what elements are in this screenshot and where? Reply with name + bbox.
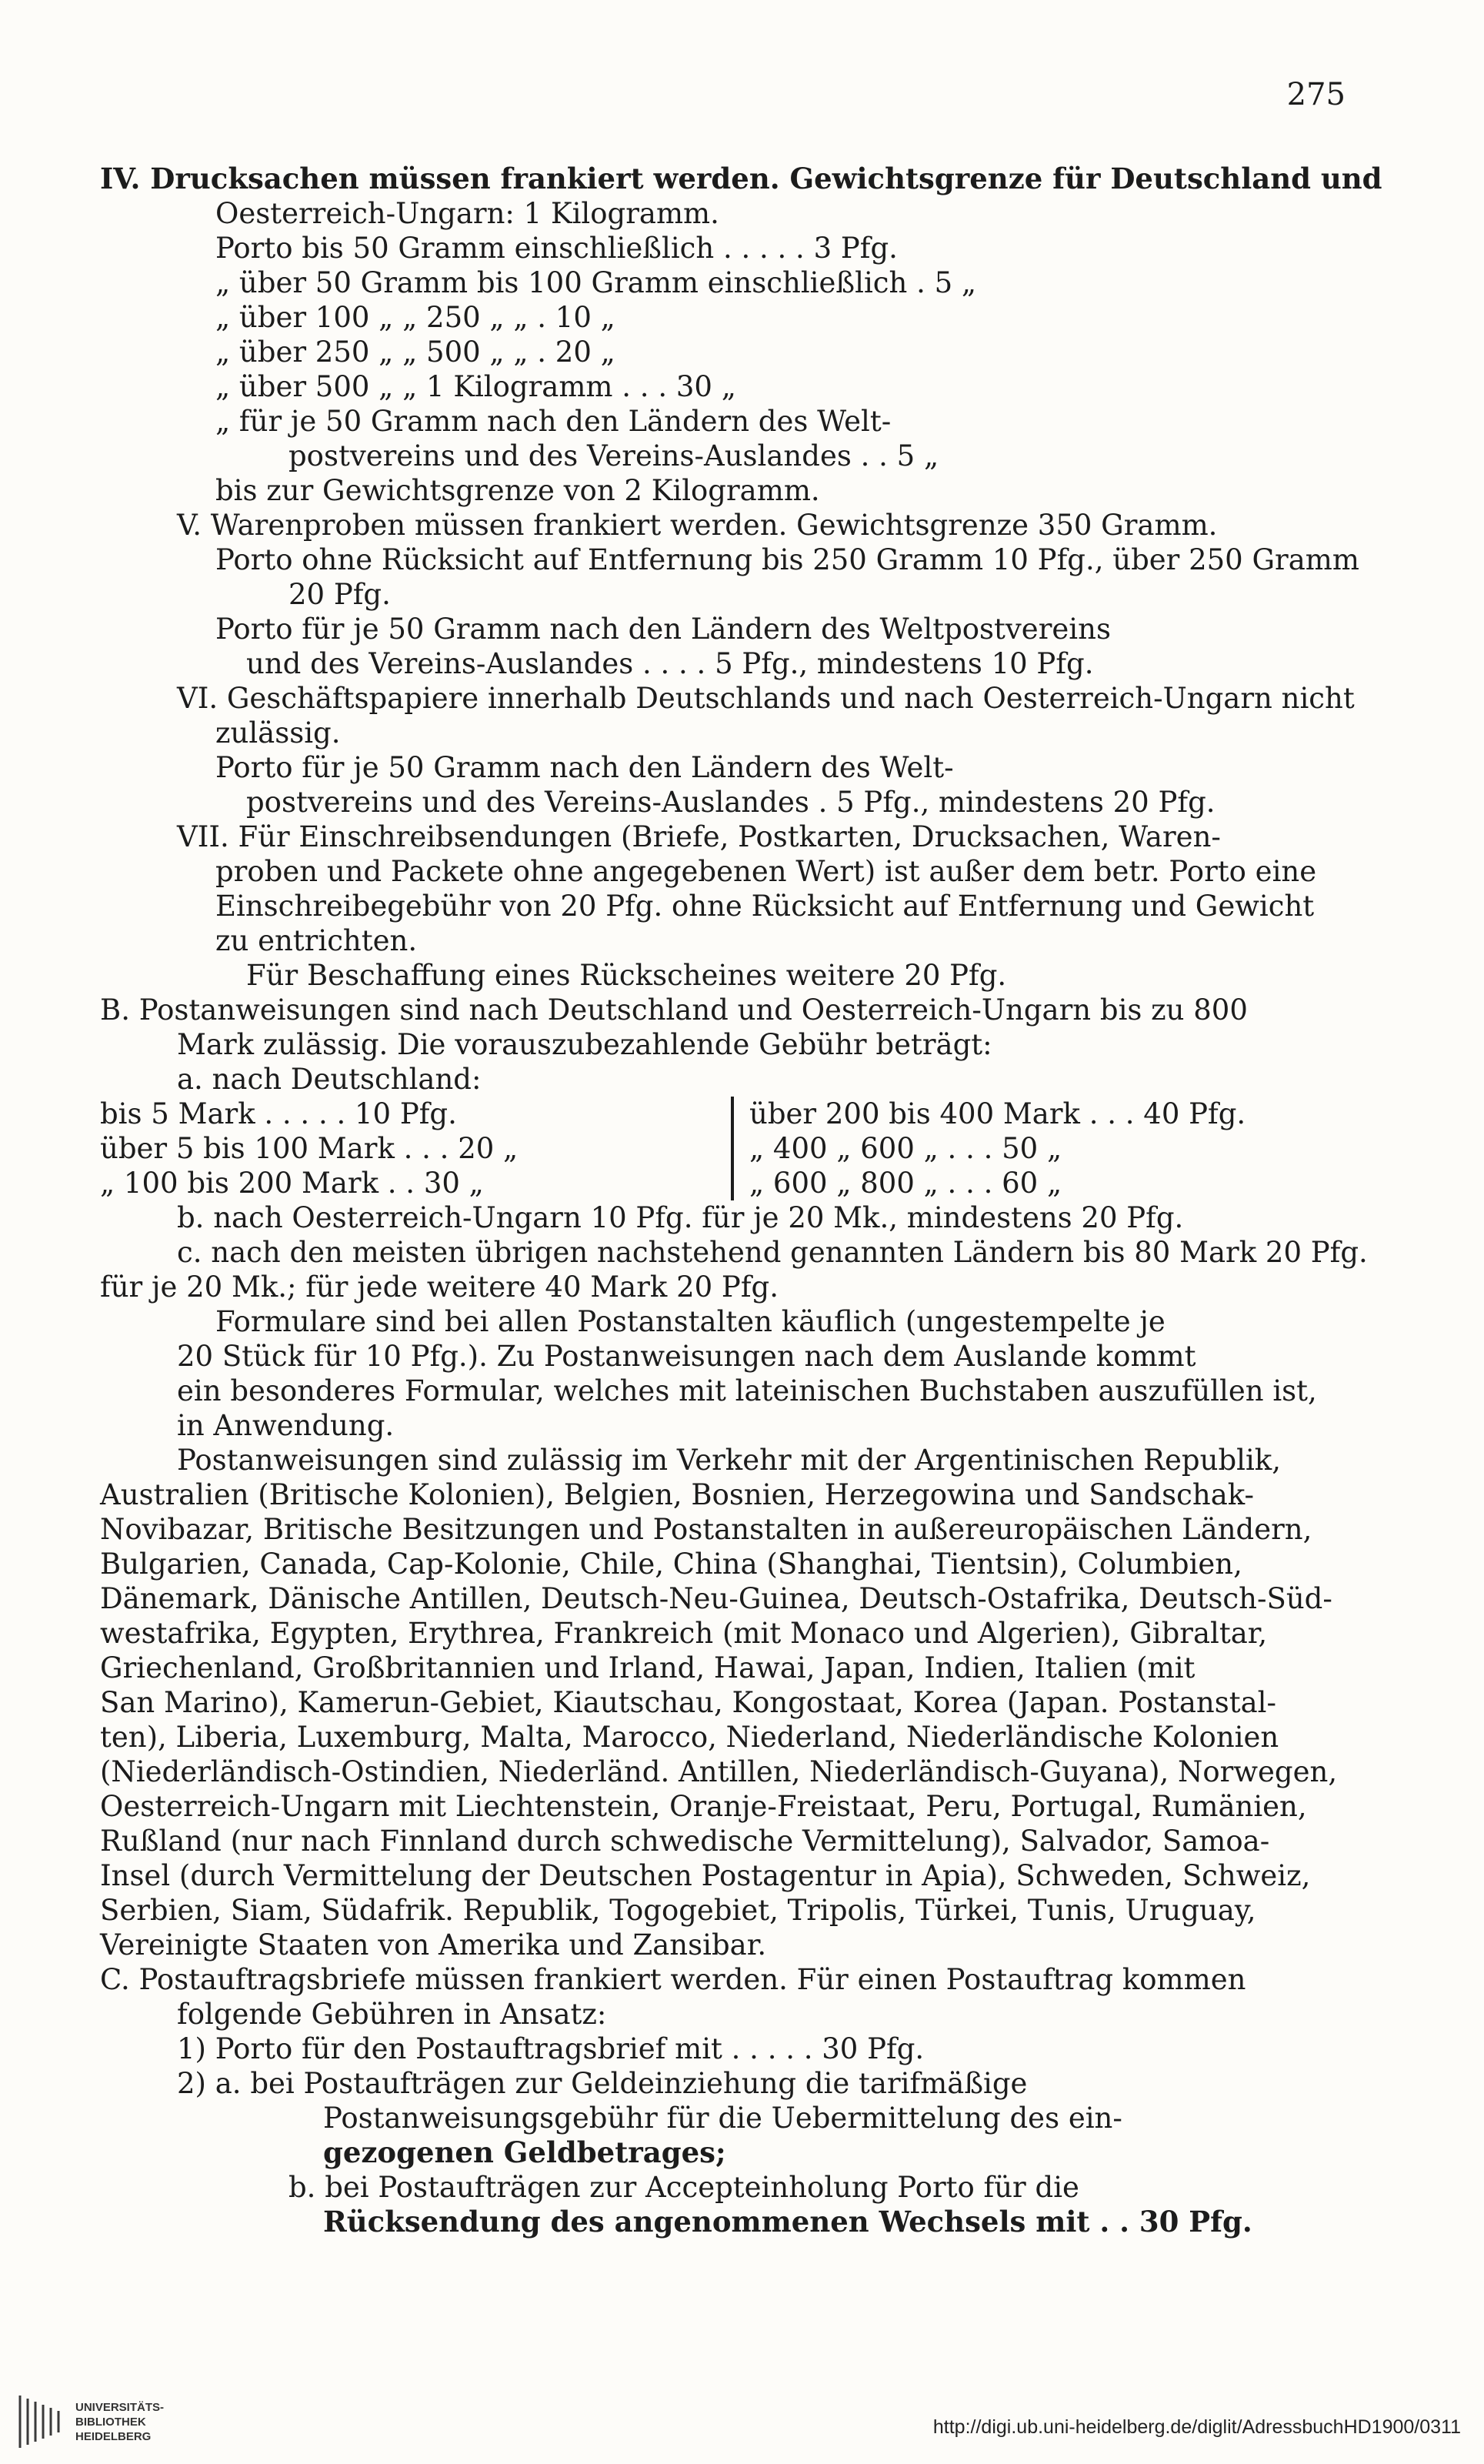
- text-line: bis zur Gewichtsgrenze von 2 Kilogramm.: [215, 474, 820, 507]
- text-line: c. nach den meisten übrigen nachstehend genannten Ländern bis 80 Mark 20 Pfg.: [177, 1236, 1368, 1269]
- section-text-2: [100, 1200, 1368, 2239]
- text-line: Postanweisungen sind zulässig im Verkehr mit der Argentinischen Republik,: [177, 1444, 1281, 1477]
- text-line: zu entrichten.: [215, 924, 418, 957]
- text-line: (Niederländisch-Ostindien, Niederländ. Antillen, Niederländisch-Guyana), Norwegen,: [100, 1755, 1338, 1788]
- text-line: für je 20 Mk.; für jede weitere 40 Mark 20 Pfg.: [100, 1270, 779, 1304]
- text-line: Porto ohne Rücksicht auf Entfernung bis 250 Gramm 10 Pfg., über 250 Gramm: [215, 543, 1359, 576]
- column-divider: [731, 1166, 734, 1200]
- text-line: Für Beschaffung eines Rückscheines weitere 20 Pfg.: [246, 959, 1007, 992]
- text-line: zulässig.: [215, 716, 341, 750]
- text-line: Insel (durch Vermittelung der Deutschen Postagentur in Apia), Schweden, Schweiz,: [100, 1859, 1311, 1892]
- text-line: Serbien, Siam, Südafrik. Republik, Togogebiet, Tripolis, Türkei, Tunis, Uruguay,: [100, 1894, 1256, 1927]
- fee-right-cell: über 200 bis 400 Mark . . . 40 Pfg.: [749, 1097, 1246, 1130]
- logo-line: HEIDELBERG: [75, 2430, 152, 2443]
- text-line: Bulgarien, Canada, Cap-Kolonie, Chile, China (Shanghai, Tientsin), Columbien,: [100, 1548, 1242, 1581]
- page-number: 275: [1286, 77, 1346, 112]
- page-body: [100, 162, 1382, 2239]
- text-line: Oesterreich-Ungarn: 1 Kilogramm.: [215, 197, 719, 230]
- text-line: San Marino), Kamerun-Gebiet, Kiautschau, Kongostaat, Korea (Japan. Postanstal-: [100, 1686, 1276, 1719]
- text-line: postvereins und des Vereins-Auslandes . 5 Pfg., mindestens 20 Pfg.: [246, 786, 1216, 819]
- text-line: IV. Drucksachen müssen frankiert werden. Gewichtsgrenze für Deutschland und: [100, 162, 1382, 195]
- text-line: in Anwendung.: [177, 1409, 395, 1442]
- fee-table-row: [100, 1131, 1339, 1166]
- text-line: VI. Geschäftspapiere innerhalb Deutschlands und nach Oesterreich-Ungarn nicht: [177, 682, 1355, 715]
- source-url[interactable]: http://digi.ub.uni-heidelberg.de/diglit/AdressbuchHD1900/0311: [932, 2416, 1461, 2438]
- text-line: Griechenland, Großbritannien und Irland, Hawai, Japan, Indien, Italien (mit: [100, 1651, 1196, 1684]
- logo-line: BIBLIOTHEK: [75, 2416, 146, 2429]
- text-line: proben und Packete ohne angegebenen Wert) ist außer dem betr. Porto eine: [215, 855, 1317, 888]
- library-logo: [15, 2391, 169, 2452]
- text-line: Porto bis 50 Gramm einschließlich . . . . . 3 Pfg.: [215, 232, 898, 265]
- text-line: gezogenen Geldbetrages;: [323, 2135, 726, 2169]
- text-line: westafrika, Egypten, Erythrea, Frankreich (mit Monaco und Algerien), Gibraltar,: [100, 1617, 1268, 1650]
- text-line: B. Postanweisungen sind nach Deutschland und Oesterreich-Ungarn bis zu 800: [100, 993, 1248, 1027]
- text-line: Mark zulässig. Die vorauszubezahlende Gebühr beträgt:: [177, 1028, 992, 1061]
- text-line: Porto für je 50 Gramm nach den Ländern des Weltpostvereins: [215, 613, 1111, 646]
- text-line: ein besonderes Formular, welches mit lateinischen Buchstaben auszufüllen ist,: [177, 1374, 1317, 1407]
- text-line: „ über 500 „ „ 1 Kilogramm . . . 30 „: [215, 370, 736, 403]
- column-divider: [731, 1131, 734, 1166]
- fee-table-row: [100, 1166, 1339, 1200]
- fee-table: [100, 1097, 1339, 1200]
- text-line: Einschreibegebühr von 20 Pfg. ohne Rücksicht auf Entfernung und Gewicht: [215, 890, 1315, 923]
- text-line: „ über 250 „ „ 500 „ „ . 20 „: [215, 336, 615, 369]
- library-logo-text: [75, 2400, 164, 2444]
- fee-left-cell: „ 100 bis 200 Mark . . 30 „: [100, 1167, 484, 1200]
- text-line: b. nach Oesterreich-Ungarn 10 Pfg. für je 20 Mk., mindestens 20 Pfg.: [177, 1201, 1184, 1234]
- text-line: Rußland (nur nach Finnland durch schwedische Vermittelung), Salvador, Samoa-: [100, 1825, 1270, 1858]
- text-line: ten), Liberia, Luxemburg, Malta, Marocco, Niederland, Niederländische Kolonien: [100, 1721, 1279, 1754]
- fee-left-cell: über 5 bis 100 Mark . . . 20 „: [100, 1132, 519, 1165]
- text-line: Novibazar, Britische Besitzungen und Postanstalten in außereuropäischen Ländern,: [100, 1513, 1312, 1546]
- column-divider: [731, 1097, 734, 1131]
- text-line: VII. Für Einschreibsendungen (Briefe, Postkarten, Drucksachen, Waren-: [177, 820, 1221, 853]
- text-line: und des Vereins-Auslandes . . . . 5 Pfg., mindestens 10 Pfg.: [246, 647, 1094, 680]
- text-line: C. Postauftragsbriefe müssen frankiert werden. Für einen Postauftrag kommen: [100, 1963, 1246, 1996]
- text-line: 20 Pfg.: [288, 578, 391, 611]
- text-line: Porto für je 50 Gramm nach den Ländern des Welt-: [215, 751, 954, 784]
- text-line: Dänemark, Dänische Antillen, Deutsch-Neu-Guinea, Deutsch-Ostafrika, Deutsch-Süd-: [100, 1582, 1332, 1615]
- fee-table-row: [100, 1097, 1339, 1131]
- text-line: 20 Stück für 10 Pfg.). Zu Postanweisungen nach dem Auslande kommt: [177, 1340, 1196, 1373]
- text-line: b. bei Postaufträgen zur Accepteinholung Porto für die: [288, 2171, 1079, 2204]
- fee-right-cell: „ 600 „ 800 „ . . . 60 „: [749, 1167, 1062, 1200]
- text-line: „ über 100 „ „ 250 „ „ . 10 „: [215, 301, 615, 334]
- text-line: Vereinigte Staaten von Amerika und Zansibar.: [100, 1928, 767, 1962]
- text-line: postvereins und des Vereins-Auslandes . . 5 „: [288, 439, 939, 472]
- text-line: a. nach Deutschland:: [177, 1063, 482, 1096]
- section-text-1: [100, 162, 1382, 1097]
- text-line: 1) Porto für den Postauftragsbrief mit . . . . . 30 Pfg.: [177, 2032, 925, 2065]
- logo-line: UNIVERSITÄTS-: [75, 2401, 165, 2414]
- text-line: Postanweisungsgebühr für die Uebermittelung des ein-: [323, 2102, 1122, 2135]
- text-line: „ für je 50 Gramm nach den Ländern des Welt-: [215, 405, 892, 438]
- text-line: V. Warenproben müssen frankiert werden. Gewichtsgrenze 350 Gramm.: [177, 509, 1218, 542]
- text-line: Rücksendung des angenommenen Wechsels mit . . 30 Pfg.: [323, 2205, 1252, 2239]
- text-line: Oesterreich-Ungarn mit Liechtenstein, Oranje-Freistaat, Peru, Portugal, Rumänien,: [100, 1790, 1307, 1823]
- text-line: 2) a. bei Postaufträgen zur Geldeinziehung die tarifmäßige: [177, 2067, 1028, 2100]
- library-logo-icon: [15, 2391, 66, 2452]
- text-line: Formulare sind bei allen Postanstalten käuflich (ungestempelte je: [215, 1305, 1166, 1338]
- text-line: „ über 50 Gramm bis 100 Gramm einschließlich . 5 „: [215, 266, 977, 299]
- footer: [0, 2372, 1484, 2464]
- text-line: Australien (Britische Kolonien), Belgien, Bosnien, Herzegowina und Sandschak-: [100, 1478, 1255, 1511]
- fee-right-cell: „ 400 „ 600 „ . . . 50 „: [749, 1132, 1062, 1165]
- text-line: folgende Gebühren in Ansatz:: [177, 1998, 607, 2031]
- fee-left-cell: bis 5 Mark . . . . . 10 Pfg.: [100, 1097, 457, 1130]
